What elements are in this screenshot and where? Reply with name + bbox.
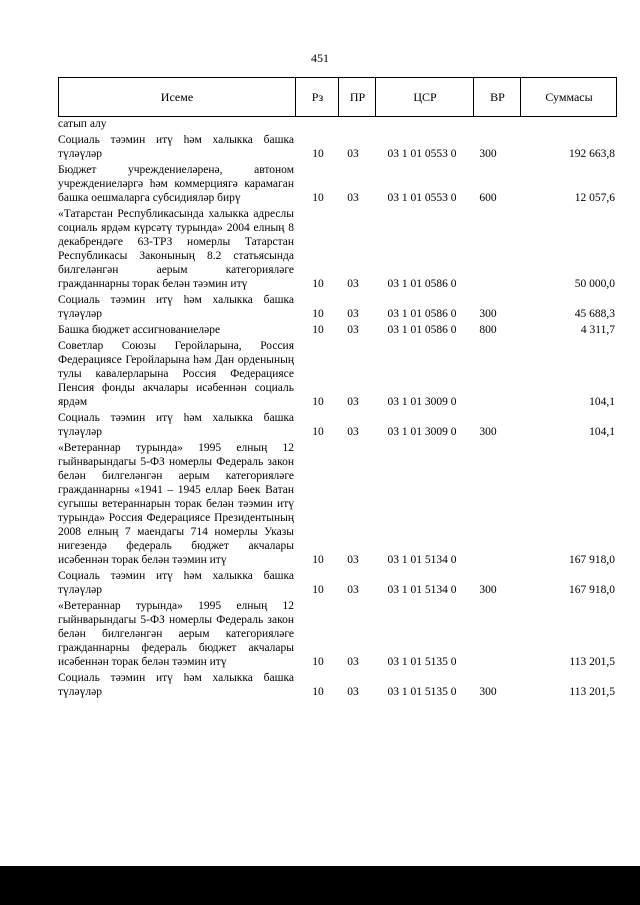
row-csr: 03 1 01 5135 0 bbox=[387, 656, 457, 668]
row-sum: 104,1 bbox=[589, 396, 615, 408]
row-sum: 167 918,0 bbox=[569, 584, 615, 596]
row-rz: 10 bbox=[312, 584, 324, 596]
row-pr: 03 bbox=[347, 324, 359, 336]
row-sum: 45 688,3 bbox=[574, 308, 615, 320]
scan-border-bar bbox=[0, 866, 640, 905]
row-pr: 03 bbox=[347, 584, 359, 596]
row-name: «Татарстан Республикасында халыкка адреслы социаль ярдәм күрсәтү турында» 2004 елның 8 декабрендәге 63-ТРЗ номерлы Татарстан Республикасы Законының 8.2 статьясында билгеләнгән аерым категорияләге гражданнарны торак белән тәэмин итү bbox=[58, 208, 294, 290]
header-sum: Суммасы bbox=[520, 78, 617, 116]
table-row bbox=[58, 323, 617, 337]
table-body bbox=[58, 117, 617, 699]
row-rz: 10 bbox=[312, 324, 324, 336]
row-vr: 600 bbox=[479, 192, 497, 204]
header-rz: Рз bbox=[295, 78, 339, 116]
row-name: сатып алу bbox=[58, 118, 107, 130]
row-csr: 03 1 01 0553 0 bbox=[387, 148, 457, 160]
row-csr: 03 1 01 0586 0 bbox=[387, 308, 457, 320]
header-vr: ВР bbox=[473, 78, 521, 116]
table-row bbox=[58, 133, 617, 161]
table-row bbox=[58, 441, 617, 567]
row-csr: 03 1 01 5135 0 bbox=[387, 686, 457, 698]
row-name: Башка бюджет ассигнованиеләре bbox=[58, 324, 221, 336]
row-csr: 03 1 01 0586 0 bbox=[387, 324, 457, 336]
row-rz: 10 bbox=[312, 278, 324, 290]
row-vr: 300 bbox=[479, 148, 497, 160]
row-sum: 4 311,7 bbox=[580, 324, 615, 336]
row-vr: 800 bbox=[479, 324, 497, 336]
row-name: Бюджет учреждениеләренә, автоном учреждениеләргә һәм коммерциягә карамаган башка оешмаларга субсидияләр бирү bbox=[58, 164, 294, 204]
row-csr: 03 1 01 0553 0 bbox=[387, 192, 457, 204]
table-row bbox=[58, 163, 617, 205]
row-csr: 03 1 01 0586 0 bbox=[387, 278, 457, 290]
table-header bbox=[58, 77, 617, 117]
row-name: Социаль тәэмин итү һәм халыкка башка түләүләр bbox=[58, 134, 294, 160]
row-csr: 03 1 01 3009 0 bbox=[387, 396, 457, 408]
row-pr: 03 bbox=[347, 396, 359, 408]
row-sum: 104,1 bbox=[589, 426, 615, 438]
row-vr: 300 bbox=[479, 426, 497, 438]
table-row bbox=[58, 569, 617, 597]
row-rz: 10 bbox=[312, 686, 324, 698]
row-vr: 300 bbox=[479, 308, 497, 320]
row-name: Социаль тәэмин итү һәм халыкка башка түләүләр bbox=[58, 570, 294, 596]
row-pr: 03 bbox=[347, 426, 359, 438]
row-pr: 03 bbox=[347, 148, 359, 160]
row-csr: 03 1 01 5134 0 bbox=[387, 584, 457, 596]
row-rz: 10 bbox=[312, 554, 324, 566]
row-rz: 10 bbox=[312, 148, 324, 160]
row-name: Социаль тәэмин итү һәм халыкка башка түләүләр bbox=[58, 672, 294, 698]
row-sum: 113 201,5 bbox=[569, 656, 615, 668]
header-csr: ЦСР bbox=[375, 78, 474, 116]
row-csr: 03 1 01 3009 0 bbox=[387, 426, 457, 438]
row-name: «Ветераннар турында» 1995 елның 12 гыйнварындагы 5-ФЗ номерлы Федераль закон белән билгеләнгән аерым категорияләге гражданнарны федераль бюджет акчалары исәбеннән торак белән тәэмин итү bbox=[58, 600, 294, 668]
row-sum: 50 000,0 bbox=[574, 278, 615, 290]
row-pr: 03 bbox=[347, 192, 359, 204]
row-pr: 03 bbox=[347, 308, 359, 320]
row-sum: 167 918,0 bbox=[569, 554, 615, 566]
header-pr: ПР bbox=[338, 78, 376, 116]
row-name: «Ветераннар турында» 1995 елның 12 гыйнварындагы 5-ФЗ номерлы Федераль закон белән билгеләнгән аерым категорияләге гражданнарны «1941 – 1945 еллар Бөек Ватан сугышы ветераннарын торак белән тәэмин итү турында» Россия Федерациясе Президентының 2008 елның 7 маендагы 714 номерлы Указы нигезендә федераль бюджет акчалары исәбеннән торак белән тәэмин итү bbox=[58, 442, 294, 566]
header-name: Исеме bbox=[160, 90, 194, 104]
row-rz: 10 bbox=[312, 656, 324, 668]
table-row bbox=[58, 671, 617, 699]
page-number: 451 bbox=[311, 51, 329, 65]
row-rz: 10 bbox=[312, 308, 324, 320]
row-name: Социаль тәэмин итү һәм халыкка башка түләүләр bbox=[58, 294, 294, 320]
table-row bbox=[58, 599, 617, 669]
row-rz: 10 bbox=[312, 396, 324, 408]
row-csr: 03 1 01 5134 0 bbox=[387, 554, 457, 566]
table-row bbox=[58, 339, 617, 409]
table-row bbox=[58, 293, 617, 321]
row-rz: 10 bbox=[312, 192, 324, 204]
row-vr: 300 bbox=[479, 584, 497, 596]
row-sum: 192 663,8 bbox=[569, 148, 615, 160]
row-pr: 03 bbox=[347, 686, 359, 698]
row-sum: 12 057,6 bbox=[574, 192, 615, 204]
row-rz: 10 bbox=[312, 426, 324, 438]
table-row bbox=[58, 117, 617, 131]
row-name: Социаль тәэмин итү һәм халыкка башка түләүләр bbox=[58, 412, 294, 438]
row-pr: 03 bbox=[347, 656, 359, 668]
row-pr: 03 bbox=[347, 278, 359, 290]
row-pr: 03 bbox=[347, 554, 359, 566]
table-row bbox=[58, 207, 617, 291]
table-row bbox=[58, 411, 617, 439]
row-vr: 300 bbox=[479, 686, 497, 698]
row-name: Советлар Союзы Геройларына, Россия Федерациясе Геройларына һәм Дан орденының тулы кавалерларына Россия Федерациясе Пенсия фонды акчалары исәбеннән социаль ярдәм bbox=[58, 340, 294, 408]
row-sum: 113 201,5 bbox=[569, 686, 615, 698]
